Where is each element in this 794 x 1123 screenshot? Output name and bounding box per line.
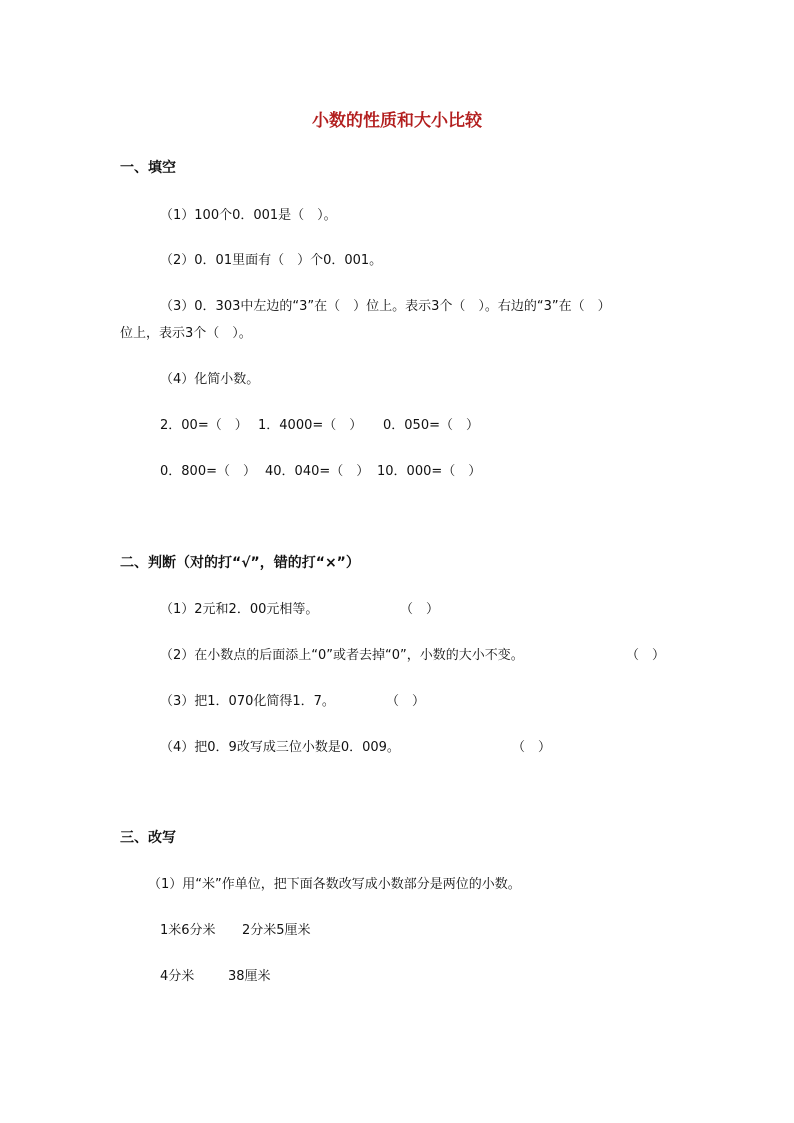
judge-answer-blank: （ ）	[386, 694, 426, 709]
judge-answer-blank: （ ）	[512, 740, 552, 755]
section-heading-rewrite: 三、改写	[120, 830, 176, 846]
rewrite-item: 4分米	[160, 969, 195, 984]
simplify-item: 10．000=（ ）	[377, 464, 482, 479]
simplify-item: 40．040=（ ）	[265, 464, 370, 479]
fill-question-4: （4）化简小数。	[160, 372, 260, 387]
rewrite-item: 38厘米	[228, 969, 271, 984]
rewrite-question-1: （1）用“米”作单位，把下面各数改写成小数部分是两位的小数。	[148, 877, 521, 892]
simplify-item: 1．4000=（ ）	[258, 418, 363, 433]
judge-question-1: （1）2元和2．00元相等。	[160, 602, 319, 617]
simplify-item: 0．800=（ ）	[160, 464, 256, 479]
rewrite-item: 1米6分米	[160, 923, 216, 938]
fill-question-3-line-2: 位上，表示3个（ ）。	[120, 326, 252, 341]
judge-answer-blank: （ ）	[626, 648, 666, 663]
simplify-item: 2．00=（ ）	[160, 418, 248, 433]
fill-question-2: （2）0．01里面有（ ）个0．001。	[160, 253, 383, 268]
judge-question-3: （3）把1．070化简得1．7。	[160, 694, 335, 709]
judge-question-4: （4）把0．9改写成三位小数是0．009。	[160, 740, 400, 755]
section-heading-fill-blank: 一、填空	[120, 160, 176, 176]
section-heading-judge: 二、判断（对的打“√”，错的打“×”）	[120, 555, 360, 571]
fill-question-3-line-1: （3）0．303中左边的“3”在（ ）位上。表示3个（ ）。右边的“3”在（ ）	[160, 299, 611, 314]
judge-question-2: （2）在小数点的后面添上“0”或者去掉“0”，小数的大小不变。	[160, 648, 524, 663]
rewrite-item: 2分米5厘米	[242, 923, 311, 938]
simplify-item: 0．050=（ ）	[383, 418, 479, 433]
page-title: 小数的性质和大小比较	[312, 111, 482, 131]
judge-answer-blank: （ ）	[400, 602, 440, 617]
fill-question-1: （1）100个0．001是（ ）。	[160, 208, 337, 223]
